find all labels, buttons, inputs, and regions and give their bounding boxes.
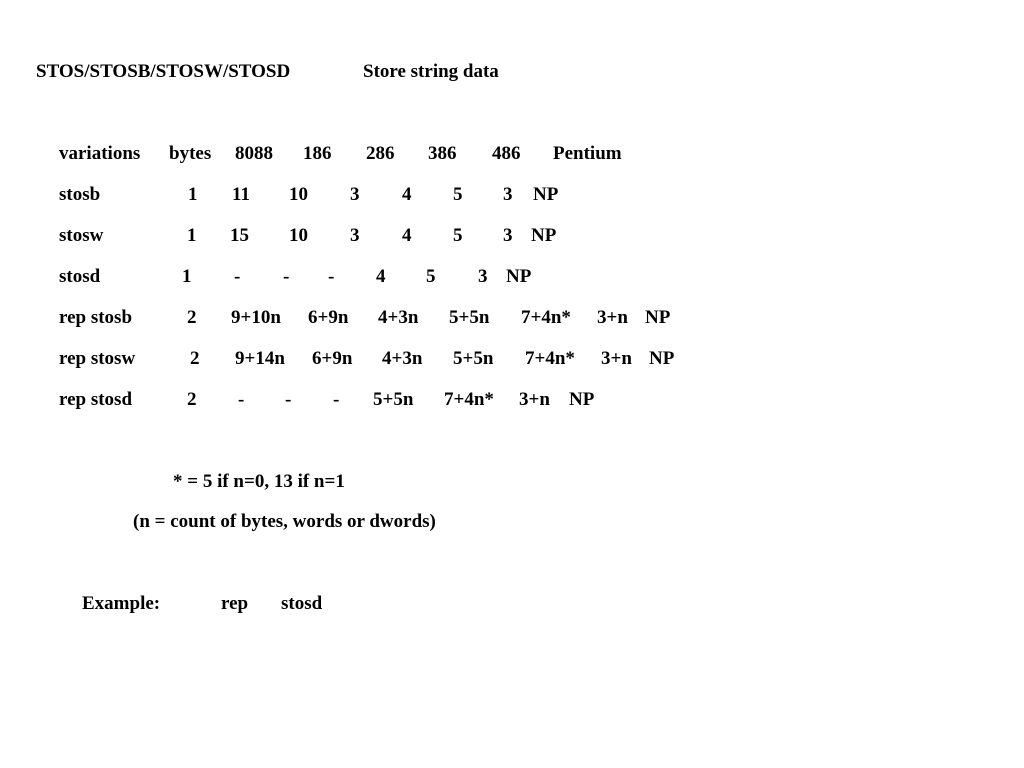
cell-variation: rep stosb (59, 307, 133, 328)
header-variation: variations (59, 143, 141, 164)
header-286: 286 (366, 143, 395, 164)
cell-8088: - (238, 389, 245, 410)
header-pentium: Pentium (553, 143, 622, 164)
cell-186: 6+9n (312, 348, 353, 369)
cell-386: 5+5n (453, 348, 494, 369)
cell-386: 4 (402, 184, 412, 205)
cell-486: 5 (426, 266, 436, 287)
example-label: Example: (82, 593, 161, 614)
cell-486: 5 (453, 225, 463, 246)
header-386: 386 (428, 143, 457, 164)
cell-pairing: NP (649, 348, 675, 369)
header-8088: 8088 (235, 143, 273, 164)
cell-pentium: 3 (503, 184, 513, 205)
cell-186: - (283, 266, 290, 287)
cell-486: 7+4n* (444, 389, 494, 410)
cell-386: 4 (376, 266, 386, 287)
cell-pairing: NP (506, 266, 532, 287)
cell-286: - (328, 266, 335, 287)
cell-pentium: 3+n (519, 389, 550, 410)
cell-386: 4 (402, 225, 412, 246)
cell-bytes: 1 (188, 184, 198, 205)
cell-8088: - (234, 266, 241, 287)
row-rep-stosw (0, 349, 1024, 371)
cell-386: 5+5n (449, 307, 490, 328)
cell-variation: stosd (59, 266, 101, 287)
cell-8088: 9+14n (235, 348, 285, 369)
instruction-description: Store string data (363, 61, 499, 82)
cell-8088: 9+10n (231, 307, 281, 328)
cell-bytes: 2 (187, 307, 197, 328)
cell-pentium: 3 (503, 225, 513, 246)
cell-pairing: NP (533, 184, 559, 205)
row-stosb (0, 185, 1024, 207)
footnote-asterisk: * = 5 if n=0, 13 if n=1 (173, 471, 345, 492)
cell-286: - (333, 389, 340, 410)
cell-8088: 15 (230, 225, 249, 246)
cell-bytes: 1 (182, 266, 192, 287)
cell-286: 3 (350, 184, 360, 205)
cell-386: 5+5n (373, 389, 414, 410)
cell-bytes: 2 (187, 389, 197, 410)
cell-186: 10 (289, 225, 308, 246)
cell-bytes: 2 (190, 348, 200, 369)
cell-pairing: NP (569, 389, 595, 410)
table-header (0, 144, 1024, 166)
cell-8088: 11 (232, 184, 250, 205)
cell-pentium: 3+n (601, 348, 632, 369)
cell-bytes: 1 (187, 225, 197, 246)
cell-186: - (285, 389, 292, 410)
cell-pentium: 3+n (597, 307, 628, 328)
cell-186: 6+9n (308, 307, 349, 328)
example-mnemonic: stosd (281, 593, 323, 614)
row-rep-stosd (0, 390, 1024, 412)
cell-486: 5 (453, 184, 463, 205)
row-stosd (0, 267, 1024, 289)
cell-pentium: 3 (478, 266, 488, 287)
cell-486: 7+4n* (521, 307, 571, 328)
cell-286: 4+3n (382, 348, 423, 369)
cell-486: 7+4n* (525, 348, 575, 369)
instruction-name: STOS/STOSB/STOSW/STOSD (36, 61, 291, 82)
cell-variation: stosw (59, 225, 104, 246)
header-bytes: bytes (169, 143, 212, 164)
cell-variation: stosb (59, 184, 101, 205)
header-186: 186 (303, 143, 332, 164)
cell-variation: rep stosw (59, 348, 136, 369)
header-486: 486 (492, 143, 521, 164)
footnote-n-definition: (n = count of bytes, words or dwords) (133, 511, 436, 532)
row-stosw (0, 226, 1024, 248)
cell-pairing: NP (531, 225, 557, 246)
row-rep-stosb (0, 308, 1024, 330)
cell-variation: rep stosd (59, 389, 133, 410)
cell-286: 4+3n (378, 307, 419, 328)
cell-286: 3 (350, 225, 360, 246)
cell-186: 10 (289, 184, 308, 205)
example-prefix: rep (221, 593, 249, 614)
cell-pairing: NP (645, 307, 671, 328)
